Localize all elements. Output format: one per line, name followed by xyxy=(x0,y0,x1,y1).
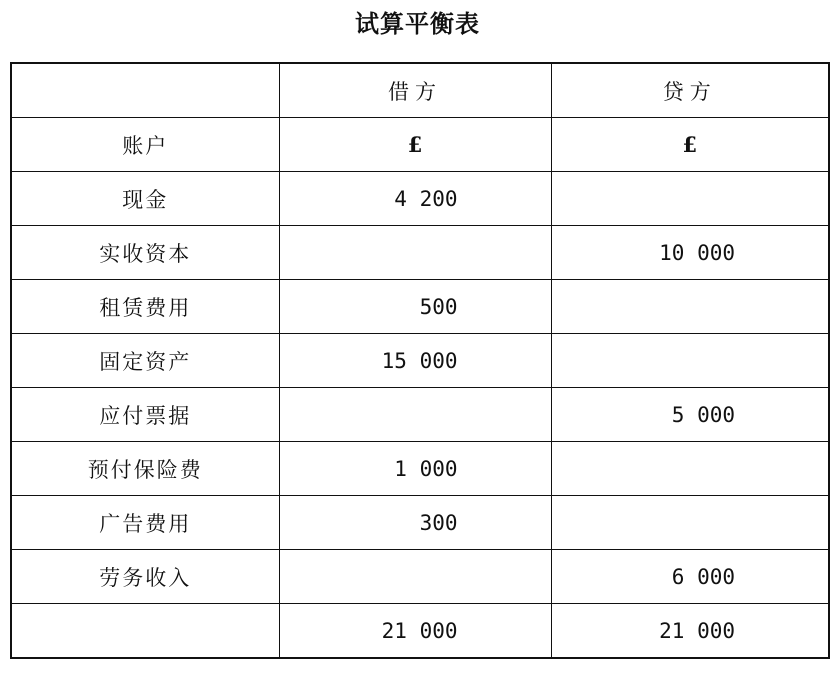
header-row xyxy=(11,63,829,118)
credit-amount xyxy=(551,334,829,388)
credit-total: 21 000 xyxy=(551,604,829,659)
debit-header: 借方 xyxy=(279,63,551,118)
account-name: 广告费用 xyxy=(11,496,279,550)
account-name: 固定资产 xyxy=(11,334,279,388)
totals-row xyxy=(11,604,829,659)
credit-amount: 6 000 xyxy=(551,550,829,604)
table-row xyxy=(11,550,829,604)
table-row xyxy=(11,172,829,226)
debit-amount: 1 000 xyxy=(279,442,551,496)
credit-currency-symbol: £ xyxy=(551,118,829,172)
debit-currency-symbol: £ xyxy=(279,118,551,172)
debit-amount: 15 000 xyxy=(279,334,551,388)
table-row xyxy=(11,280,829,334)
account-name: 预付保险费 xyxy=(11,442,279,496)
credit-amount: 5 000 xyxy=(551,388,829,442)
table-row xyxy=(11,442,829,496)
debit-amount: 300 xyxy=(279,496,551,550)
table-row xyxy=(11,226,829,280)
credit-header: 贷方 xyxy=(551,63,829,118)
credit-amount xyxy=(551,172,829,226)
account-name: 应付票据 xyxy=(11,388,279,442)
header-empty-cell xyxy=(11,63,279,118)
account-header: 账户 xyxy=(11,118,279,172)
account-name: 现金 xyxy=(11,172,279,226)
debit-amount xyxy=(279,226,551,280)
account-name: 实收资本 xyxy=(11,226,279,280)
debit-amount xyxy=(279,388,551,442)
debit-amount: 4 200 xyxy=(279,172,551,226)
currency-row xyxy=(11,118,829,172)
page-title: 试算平衡表 xyxy=(355,10,480,38)
account-name: 租赁费用 xyxy=(11,280,279,334)
account-name: 劳务收入 xyxy=(11,550,279,604)
table-row xyxy=(11,334,829,388)
credit-amount xyxy=(551,442,829,496)
table-row xyxy=(11,388,829,442)
debit-amount xyxy=(279,550,551,604)
debit-amount: 500 xyxy=(279,280,551,334)
table-row xyxy=(11,496,829,550)
debit-total: 21 000 xyxy=(279,604,551,659)
trial-balance-table xyxy=(10,62,830,659)
credit-amount xyxy=(551,280,829,334)
totals-label xyxy=(11,604,279,659)
credit-amount xyxy=(551,496,829,550)
credit-amount: 10 000 xyxy=(551,226,829,280)
